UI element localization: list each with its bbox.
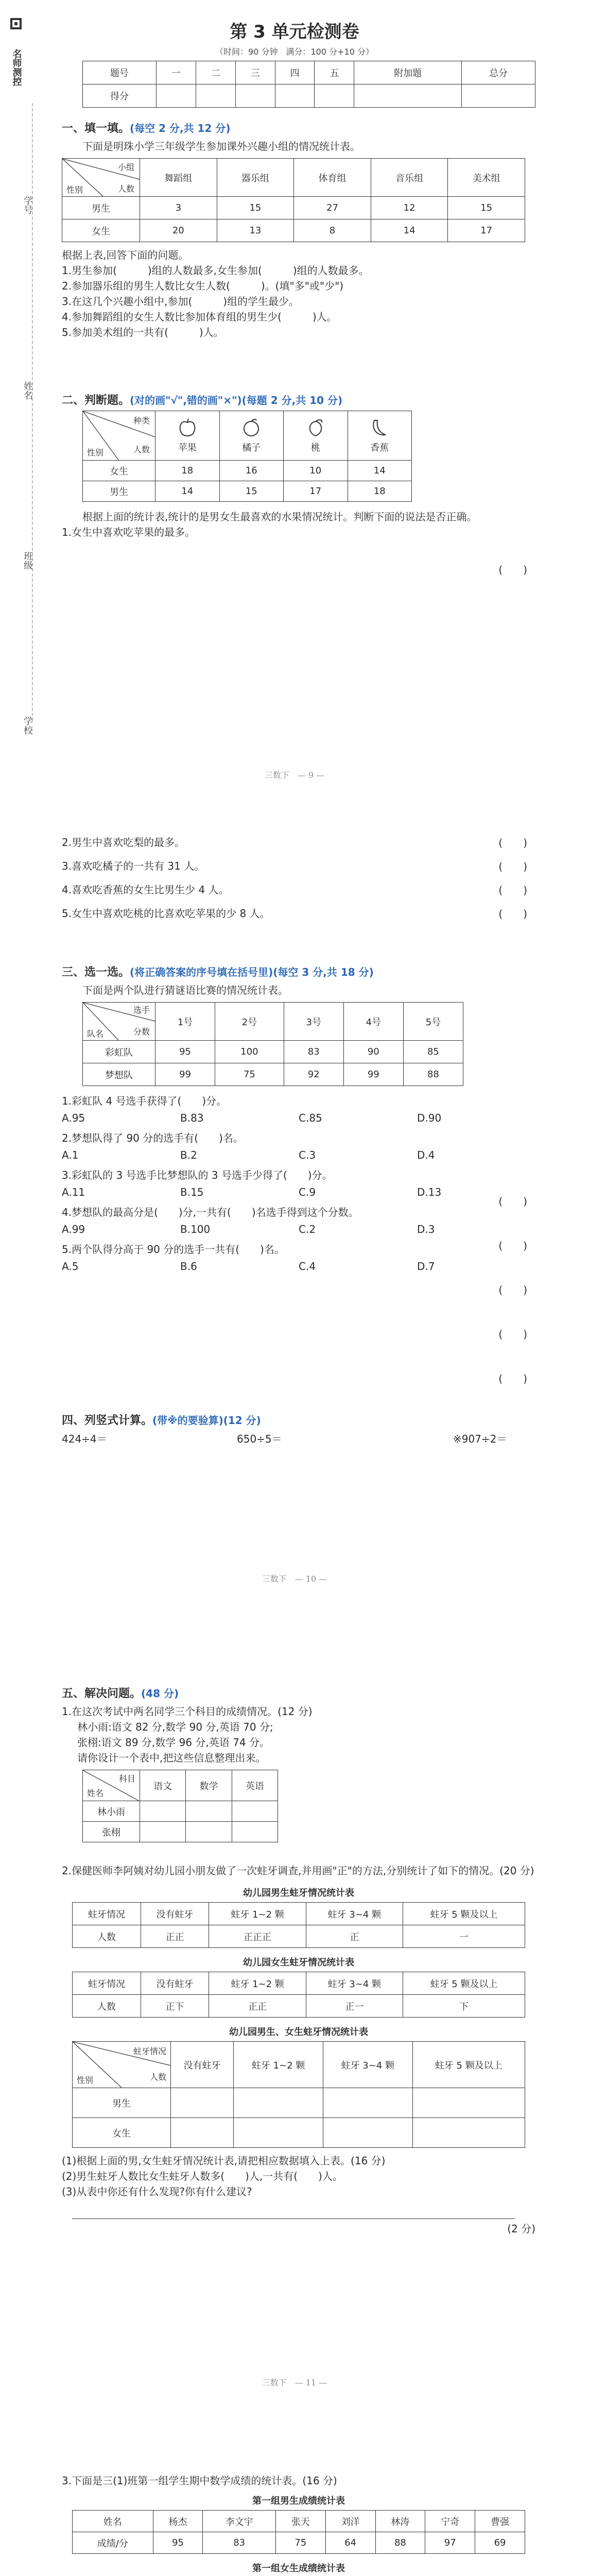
quiz-score-table <box>82 1002 463 1086</box>
section-2-cont <box>62 835 535 929</box>
section-1-hint: (每空 2 分,共 12 分) <box>130 122 231 134</box>
cell: 3 <box>140 197 217 219</box>
section-4-title: 四、列竖式计算。 <box>62 1414 153 1427</box>
tally: 正下 <box>141 1995 209 2018</box>
col-header: 3号 <box>284 1003 343 1041</box>
tally: 下 <box>403 1995 525 2018</box>
col-header: 语文 <box>140 1770 186 1801</box>
answer-paren-3-3[interactable]: ( ) <box>498 1284 527 1296</box>
option[interactable]: A.1 <box>62 1149 79 1161</box>
cell: 75 <box>215 1063 284 1086</box>
score-table <box>82 61 535 108</box>
cell: 97 <box>425 2532 475 2554</box>
side-label-class: 班级 <box>22 551 33 570</box>
option[interactable]: A.11 <box>62 1186 85 1198</box>
cell: 18 <box>155 461 220 481</box>
cell: 15 <box>217 197 294 219</box>
section-5-title: 五、解决问题。 <box>62 1687 142 1700</box>
q5-2: 2.保健医师李阿姨对幼儿园小朋友做了一次蛀牙调查,并用画"正"的方法,分别统计了如下的情况。(20 分) <box>62 1865 534 1877</box>
score-col-0: 题号 <box>83 61 157 84</box>
side-label-school: 学校 <box>22 716 33 735</box>
row-label: 女生 <box>73 2118 171 2148</box>
cell: 12 <box>371 197 448 219</box>
col-header: 蛀牙情况 <box>73 1903 141 1925</box>
cell: 杨杰 <box>153 2511 203 2532</box>
option[interactable]: A.95 <box>62 1112 85 1124</box>
col-header: 4号 <box>343 1003 403 1041</box>
page-1 <box>0 0 589 804</box>
option[interactable]: D.3 <box>417 1223 435 1235</box>
score-cell[interactable] <box>275 84 315 108</box>
page-number: 三数下 — 10 — <box>262 1574 327 1584</box>
choice-options-5 <box>62 1260 535 1273</box>
answer-cell[interactable] <box>234 2118 323 2148</box>
choice-options-3 <box>62 1186 535 1198</box>
cell: 张天 <box>275 2511 325 2532</box>
option[interactable]: C.85 <box>299 1112 322 1124</box>
tally: 正一 <box>306 1995 403 2018</box>
cell: 100 <box>215 1041 284 1063</box>
diag-header-cell <box>83 411 155 461</box>
row-label: 女生 <box>83 461 155 481</box>
option[interactable]: D.90 <box>417 1112 442 1124</box>
question-1-2: 2.参加器乐组的男生人数比女生人数( )。(填"多"或"少") <box>62 280 344 292</box>
col-header: 蛀牙 1~2 颗 <box>209 1972 306 1995</box>
fruit-col-banana <box>348 411 412 461</box>
table-title-girls-score: 第一组女生成绩统计表 <box>252 2563 345 2574</box>
section-1-after: 根据上表,回答下面的问题。 <box>62 249 189 261</box>
option[interactable]: B.100 <box>180 1223 211 1235</box>
col-header: 1号 <box>155 1003 215 1041</box>
diag-bottom: 姓名 <box>87 1788 104 1798</box>
diag-mid: 人数 <box>149 2072 166 2082</box>
question-1-1: 1.男生参加( )组的人数最多,女生参加( )组的人数最多。 <box>62 264 369 277</box>
row-label: 男生 <box>83 481 155 502</box>
section-2-title: 二、判断题。 <box>62 394 130 407</box>
option[interactable]: A.99 <box>62 1223 85 1235</box>
col-header: 蛀牙 5 颗及以上 <box>403 1903 525 1925</box>
cell: 林涛 <box>375 2511 425 2532</box>
row-label: 男生 <box>73 2088 171 2118</box>
cell: 99 <box>343 1063 403 1086</box>
orange-icon <box>241 417 262 438</box>
col-header: 蛀牙 3~4 颗 <box>306 1903 403 1925</box>
page-4 <box>0 2411 589 2576</box>
option[interactable]: B.2 <box>180 1149 197 1161</box>
option[interactable]: B.83 <box>180 1112 204 1124</box>
tally: 正 <box>306 1925 403 1948</box>
fruit-table <box>82 411 412 502</box>
diag-mid: 人数 <box>133 445 150 454</box>
choice-q-1: 1.彩虹队 4 号选手获得了( )分。 <box>62 1095 227 1107</box>
answer-cell[interactable] <box>140 1822 186 1842</box>
option[interactable]: B.6 <box>180 1260 197 1273</box>
cell: 92 <box>284 1063 343 1086</box>
choice-q-5: 5.两个队得分高于 90 分的选手一共有( )名。 <box>62 1243 285 1256</box>
q5-1-line: 请你设计一个表中,把这些信息整理出来。 <box>77 1752 266 1764</box>
fruit-label: 橘子 <box>242 443 261 453</box>
question-1-5: 5.参加美术组的一共有( )人。 <box>62 326 224 338</box>
score-col-6: 附加题 <box>354 61 462 84</box>
tally: 正正 <box>141 1925 209 1948</box>
diag-bottom: 性别 <box>77 2075 94 2085</box>
interest-group-table <box>62 158 525 242</box>
cell: 17 <box>284 481 348 502</box>
col-header: 美术组 <box>448 159 525 197</box>
diag-top: 种类 <box>133 416 150 426</box>
section-5 <box>62 1685 535 2236</box>
side-label-name: 姓名 <box>22 381 33 400</box>
cell: 17 <box>448 219 525 242</box>
answer-paren-2-5[interactable]: ( ) <box>498 908 527 920</box>
calc-row <box>62 1431 535 1446</box>
choice-list <box>62 1093 535 1273</box>
q5-1: 1.在这次考试中两名同学三个科目的成绩情况。(12 分) <box>62 1705 313 1718</box>
diag-header-cell <box>73 2042 171 2088</box>
peach-icon <box>305 417 326 438</box>
banana-icon <box>369 417 390 438</box>
answer-paren-3-5[interactable]: ( ) <box>498 1372 527 1385</box>
col-header: 5号 <box>403 1003 463 1041</box>
cell: 李文宇 <box>203 2511 276 2532</box>
cell: 18 <box>348 481 412 502</box>
section-2 <box>62 392 535 540</box>
choice-q-3: 3.彩虹队的 3 号选手比梦想队的 3 号选手少得了( )分。 <box>62 1169 333 1181</box>
page-3 <box>0 1607 589 2411</box>
row-label: 林小雨 <box>83 1801 140 1822</box>
calc-item-1: 424÷4＝ <box>62 1433 107 1445</box>
cell: 15 <box>448 197 525 219</box>
cell: 姓名 <box>73 2511 153 2532</box>
col-header: 蛀牙 3~4 颗 <box>306 1972 403 1995</box>
option[interactable]: D.4 <box>417 1149 435 1161</box>
diag-mid: 人数 <box>117 184 134 194</box>
score-cell[interactable] <box>235 84 275 108</box>
cell: 曹强 <box>475 2511 525 2532</box>
section-5-hint: (48 分) <box>141 1687 179 1700</box>
section-3-intro: 下面是两个队进行猜谜语比赛的情况统计表。 <box>82 984 288 996</box>
section-3 <box>62 963 535 1279</box>
judge-3: 3.喜欢吃橘子的一共有 31 人。 <box>62 860 205 872</box>
cell: 20 <box>140 219 217 242</box>
cell: 99 <box>155 1063 215 1086</box>
cell: 85 <box>403 1041 463 1063</box>
score-col-4: 四 <box>275 61 315 84</box>
side-label-id: 学号 <box>22 196 33 214</box>
col-header: 没有蛀牙 <box>141 1903 209 1925</box>
answer-cell[interactable] <box>412 2118 525 2148</box>
col-header: 舞蹈组 <box>140 159 217 197</box>
col-header: 2号 <box>215 1003 284 1041</box>
score-cell[interactable] <box>315 84 354 108</box>
section-1-title: 一、填一填。 <box>62 122 130 135</box>
cell: 75 <box>275 2532 325 2554</box>
cell: 宁奇 <box>425 2511 475 2532</box>
row-label: 人数 <box>73 1925 141 1948</box>
option[interactable]: A.5 <box>62 1260 79 1273</box>
question-1-3: 3.在这几个兴趣小组中,参加( )组的学生最少。 <box>62 295 300 308</box>
option[interactable]: C.3 <box>299 1149 316 1161</box>
section-3-title: 三、选一选。 <box>62 966 130 979</box>
diag-top: 小组 <box>117 162 134 172</box>
calc-item-2: 650÷5＝ <box>237 1433 282 1445</box>
row-label: 女生 <box>62 219 140 242</box>
col-header: 体育组 <box>294 159 371 197</box>
tally: 一 <box>403 1925 525 1948</box>
score-col-7: 总分 <box>462 61 535 84</box>
diag-top: 科目 <box>118 1774 135 1784</box>
cell: 88 <box>403 1063 463 1086</box>
option[interactable]: B.15 <box>180 1186 204 1198</box>
fruit-label: 苹果 <box>178 443 197 453</box>
section-4-hint: (带※的要验算)(12 分) <box>152 1414 261 1427</box>
answer-paren-3-1[interactable]: ( ) <box>498 1195 527 1208</box>
fruit-col-apple <box>155 411 220 461</box>
diag-bottom: 性别 <box>87 448 104 457</box>
q5-2-score: (2 分) <box>507 2223 535 2235</box>
choice-q-4: 4.梦想队的最高分是( )分,一共有( )名选手得到这个分数。 <box>62 1206 359 1218</box>
question-5-3 <box>62 2473 535 2576</box>
cell: 90 <box>343 1041 403 1063</box>
col-header: 没有蛀牙 <box>141 1972 209 1995</box>
fruit-col-orange <box>219 411 284 461</box>
score-cell[interactable] <box>354 84 462 108</box>
binding-strip <box>0 0 49 804</box>
cell: 27 <box>294 197 371 219</box>
diag-top: 选手 <box>133 1005 150 1015</box>
answer-paren-3-4[interactable]: ( ) <box>498 1328 527 1341</box>
score-cell[interactable] <box>156 84 196 108</box>
page-number: 三数下 — 11 — <box>262 2378 327 2387</box>
q5-3: 3.下面是三(1)班第一组学生期中数学成绩的统计表。(16 分) <box>62 2475 337 2487</box>
col-header: 蛀牙 5 颗及以上 <box>412 2042 525 2088</box>
score-design-table <box>82 1770 278 1842</box>
answer-paren-2-2[interactable]: ( ) <box>498 837 527 849</box>
fruit-label: 桃 <box>310 443 320 453</box>
score-cell[interactable] <box>462 84 535 108</box>
cell: 13 <box>217 219 294 242</box>
cell: 16 <box>219 461 284 481</box>
score-col-2: 二 <box>196 61 235 84</box>
page-subtitle: （时间：90 分钟 满分：100 分+10 分） <box>215 47 374 57</box>
fruit-col-peach <box>284 411 348 461</box>
row-label: 彩虹队 <box>83 1041 155 1063</box>
col-header: 蛀牙 1~2 颗 <box>234 2042 323 2088</box>
col-header: 器乐组 <box>217 159 294 197</box>
answer-cell[interactable] <box>140 1801 186 1822</box>
cell: 成绩/分 <box>73 2532 153 2554</box>
col-header: 蛀牙 5 颗及以上 <box>403 1972 525 1995</box>
col-header: 英语 <box>232 1770 278 1801</box>
cell: 8 <box>294 219 371 242</box>
diag-top: 蛀牙情况 <box>133 2046 166 2056</box>
cell: 15 <box>219 481 284 502</box>
cell: 95 <box>155 1041 215 1063</box>
cell: 83 <box>284 1041 343 1063</box>
calc-item-3: ※907÷2＝ <box>453 1433 507 1445</box>
cell: 88 <box>375 2532 425 2554</box>
page-title: 第 3 单元检测卷 <box>230 22 359 42</box>
tally: 正正 <box>209 1995 306 2018</box>
cell: 14 <box>371 219 448 242</box>
col-header: 蛀牙情况 <box>73 1972 141 1995</box>
score-cell[interactable] <box>196 84 235 108</box>
score-col-5: 五 <box>315 61 354 84</box>
question-1-4: 4.参加舞蹈组的女生人数比参加体育组的男生少( )人。 <box>62 311 337 323</box>
score-row-label: 得分 <box>83 84 157 108</box>
page-number: 三数下 — 9 — <box>264 770 325 780</box>
judge-2: 2.男生中喜欢吃梨的最多。 <box>62 836 185 849</box>
cell: 刘洋 <box>325 2511 375 2532</box>
option[interactable]: D.7 <box>417 1260 435 1273</box>
judge-4: 4.喜欢吃香蕉的女生比男生少 4 人。 <box>62 884 229 896</box>
choice-q-2: 2.梦想队得了 90 分的选手有( )名。 <box>62 1132 244 1144</box>
choice-options-4 <box>62 1223 535 1235</box>
section-1 <box>62 120 535 340</box>
row-label: 男生 <box>62 197 140 219</box>
answer-line[interactable] <box>72 2218 515 2219</box>
answer-cell[interactable] <box>186 1822 232 1842</box>
table-title-boys: 幼儿园男生蛀牙情况统计表 <box>243 1888 354 1899</box>
judge-5: 5.女生中喜欢吃桃的比喜欢吃苹果的少 8 人。 <box>62 907 270 920</box>
diag-header-cell <box>62 159 140 197</box>
apple-icon <box>177 417 198 438</box>
row-label: 人数 <box>73 1995 141 2018</box>
diag-header-cell <box>83 1770 140 1801</box>
cell: 10 <box>284 461 348 481</box>
table-title-boys-score: 第一组男生成绩统计表 <box>252 2496 345 2506</box>
section-3-hint: (将正确答案的序号填在括号里)(每空 3 分,共 18 分) <box>130 966 374 978</box>
col-header: 音乐组 <box>371 159 448 197</box>
row-label: 张栩 <box>83 1822 140 1842</box>
answer-cell[interactable] <box>412 2088 525 2118</box>
fruit-label: 香蕉 <box>370 443 389 453</box>
tally: 正正正 <box>209 1925 306 1948</box>
table-title-combined: 幼儿园男生、女生蛀牙情况统计表 <box>229 2027 368 2038</box>
answer-paren-3-2[interactable]: ( ) <box>498 1240 527 1252</box>
answer-paren-2-3[interactable]: ( ) <box>498 860 527 873</box>
col-header: 没有蛀牙 <box>171 2042 234 2088</box>
boys-tooth-table <box>72 1902 525 1948</box>
cell: 14 <box>155 481 220 502</box>
score-col-1: 一 <box>156 61 196 84</box>
answer-cell[interactable] <box>234 2088 323 2118</box>
section-1-intro: 下面是明珠小学三年级学生参加课外兴趣小组的情况统计表。 <box>82 140 360 152</box>
cell: 83 <box>203 2532 276 2554</box>
combined-tooth-table <box>72 2041 525 2148</box>
answer-paren-2-1[interactable]: ( ) <box>498 564 527 576</box>
cell: 69 <box>475 2532 525 2554</box>
q5-2-sub2: (2)男生蛀牙人数比女生蛀牙人数多( )人,一共有( )人。 <box>62 2170 343 2182</box>
logo-icon <box>6 18 27 188</box>
diag-bottom: 性别 <box>66 185 83 195</box>
option[interactable]: C.4 <box>299 1260 316 1273</box>
col-header: 蛀牙 1~2 颗 <box>209 1903 306 1925</box>
choice-options-1 <box>62 1112 535 1124</box>
cell: 64 <box>325 2532 375 2554</box>
page-2 <box>0 804 589 1607</box>
q5-1-line: 林小雨:语文 82 分,数学 90 分,英语 70 分; <box>77 1721 273 1733</box>
q5-2-sub1: (1)根据上面的男,女生蛀牙情况统计表,请把相应数据填入上表。(16 分) <box>62 2155 386 2167</box>
option[interactable]: D.13 <box>417 1186 442 1198</box>
judge-1: 1.女生中喜欢吃苹果的最多。 <box>62 526 196 538</box>
diag-header-cell <box>83 1003 155 1041</box>
svg-text:名师测控: 名师测控 <box>11 49 22 86</box>
answer-cell[interactable] <box>232 1822 278 1842</box>
answer-cell[interactable] <box>232 1801 278 1822</box>
answer-cell[interactable] <box>186 1801 232 1822</box>
answer-cell[interactable] <box>171 2118 234 2148</box>
row-label: 梦想队 <box>83 1063 155 1086</box>
choice-options-2 <box>62 1149 535 1161</box>
col-header: 数学 <box>186 1770 232 1801</box>
cell: 14 <box>348 461 412 481</box>
answer-cell[interactable] <box>171 2088 234 2118</box>
boys-score-table <box>72 2510 525 2554</box>
answer-cell[interactable] <box>323 2088 412 2118</box>
option[interactable]: C.2 <box>299 1223 316 1235</box>
q5-1-line: 张栩:语文 89 分,数学 96 分,英语 74 分。 <box>77 1736 270 1749</box>
section-2-hint: (对的画"√",错的画"×")(每题 2 分,共 10 分) <box>130 394 343 406</box>
diag-bottom: 队名 <box>87 1029 104 1039</box>
cell: 95 <box>153 2532 203 2554</box>
col-header: 蛀牙 3~4 颗 <box>323 2042 412 2088</box>
q5-2-sub3: (3)从表中你还有什么发现?你有什么建议? <box>62 2185 252 2198</box>
diag-mid: 分数 <box>133 1027 150 1037</box>
option[interactable]: C.9 <box>299 1186 316 1198</box>
table-title-girls: 幼儿园女生蛀牙情况统计表 <box>243 1957 354 1968</box>
girls-tooth-table <box>72 1972 525 2018</box>
section-2-after: 根据上面的统计表,统计的是男女生最喜欢的水果情况统计。判断下面的说法是否正确。 <box>82 511 477 523</box>
section-4 <box>62 1412 535 1446</box>
answer-cell[interactable] <box>323 2118 412 2148</box>
score-col-3: 三 <box>235 61 275 84</box>
answer-paren-2-4[interactable]: ( ) <box>498 884 527 896</box>
